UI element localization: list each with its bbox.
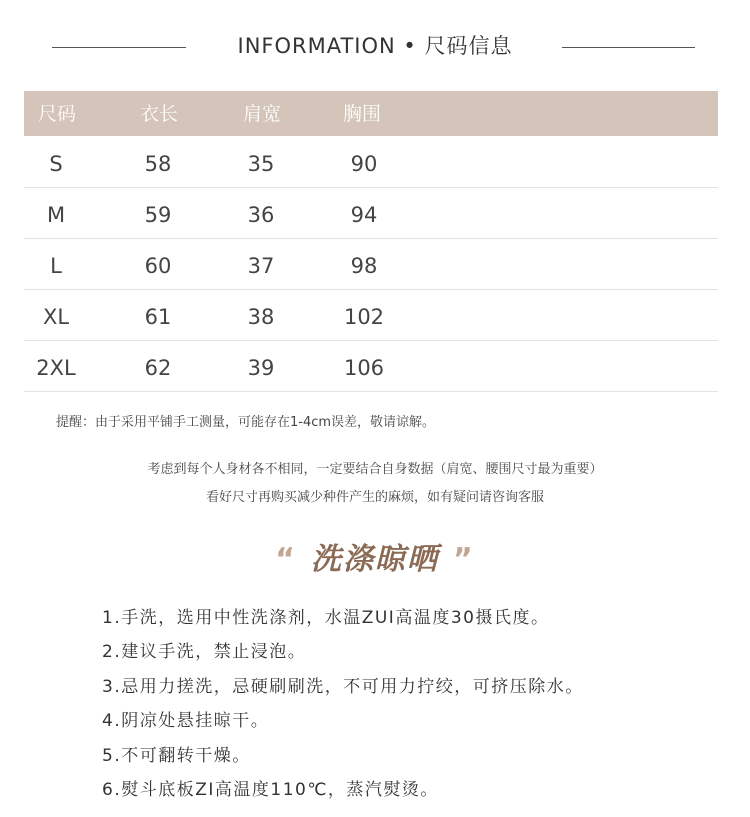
size-cell: L (50, 254, 62, 278)
column-header-size: 尺码 (38, 103, 77, 125)
page-title: INFORMATION • 尺码信息 (237, 34, 513, 58)
wash-section-title (0, 534, 750, 578)
size-cell: M (46, 203, 66, 227)
size-cell: XL (42, 305, 70, 329)
table-row (24, 188, 718, 239)
shoulder-cell: 36 (247, 203, 275, 227)
chest-cell: 90 (350, 152, 378, 176)
size-table-body (24, 137, 718, 392)
shoulder-cell: 39 (247, 356, 275, 380)
measurement-reminder: 提醒：由于采用平铺手工测量，可能存在1-4cm误差，敬请谅解。 (56, 415, 436, 430)
section-header (0, 28, 750, 64)
length-cell: 58 (144, 152, 172, 176)
chest-cell: 98 (350, 254, 378, 278)
column-header-length: 衣长 (140, 103, 179, 125)
table-row (24, 341, 718, 392)
chest-cell: 102 (343, 305, 385, 329)
chest-cell: 106 (343, 356, 385, 380)
length-cell: 62 (144, 356, 172, 380)
size-cell: S (49, 152, 63, 176)
column-header-chest: 胸围 (343, 103, 382, 125)
care-instruction: 3.忌用力搓洗，忌硬刷刷洗，不可用力拧绞，可挤压除水。 (102, 676, 584, 697)
shoulder-cell: 37 (247, 254, 275, 278)
care-instruction: 2.建议手洗，禁止浸泡。 (102, 642, 307, 663)
header-rule-left (52, 47, 186, 48)
care-instructions-list (102, 602, 722, 808)
table-row (24, 137, 718, 188)
size-table (24, 91, 718, 136)
wash-title-text: 洗涤晾晒 (311, 542, 439, 577)
size-cell: 2XL (36, 356, 76, 380)
length-cell: 60 (144, 254, 172, 278)
size-advice (0, 456, 750, 512)
size-advice-line: 考虑到每个人身材各不相同，一定要结合自身数据（肩宽、腰围尺寸最为重要） (147, 462, 603, 477)
close-quote: ” (453, 542, 475, 577)
shoulder-cell: 38 (247, 305, 275, 329)
care-instruction: 5.不可翻转干燥。 (102, 745, 251, 766)
table-row (24, 239, 718, 290)
shoulder-cell: 35 (247, 152, 275, 176)
table-row (24, 290, 718, 341)
open-quote: “ (275, 542, 297, 577)
length-cell: 59 (144, 203, 172, 227)
care-instruction: 1.手洗，选用中性洗涤剂，水温ZUI高温度30摄氏度。 (102, 608, 550, 628)
header-rule-right (562, 47, 695, 48)
table-header-row (24, 91, 718, 136)
chest-cell: 94 (350, 203, 378, 227)
size-advice-line: 看好尺寸再购买减少种件产生的麻烦，如有疑问请咨询客服 (205, 490, 544, 505)
length-cell: 61 (144, 305, 172, 329)
column-header-shoulder: 肩宽 (243, 103, 282, 125)
care-instruction: 4.阴凉处悬挂晾干。 (102, 711, 270, 732)
care-instruction: 6.熨斗底板ZI高温度110℃，蒸汽熨烫。 (102, 779, 439, 800)
